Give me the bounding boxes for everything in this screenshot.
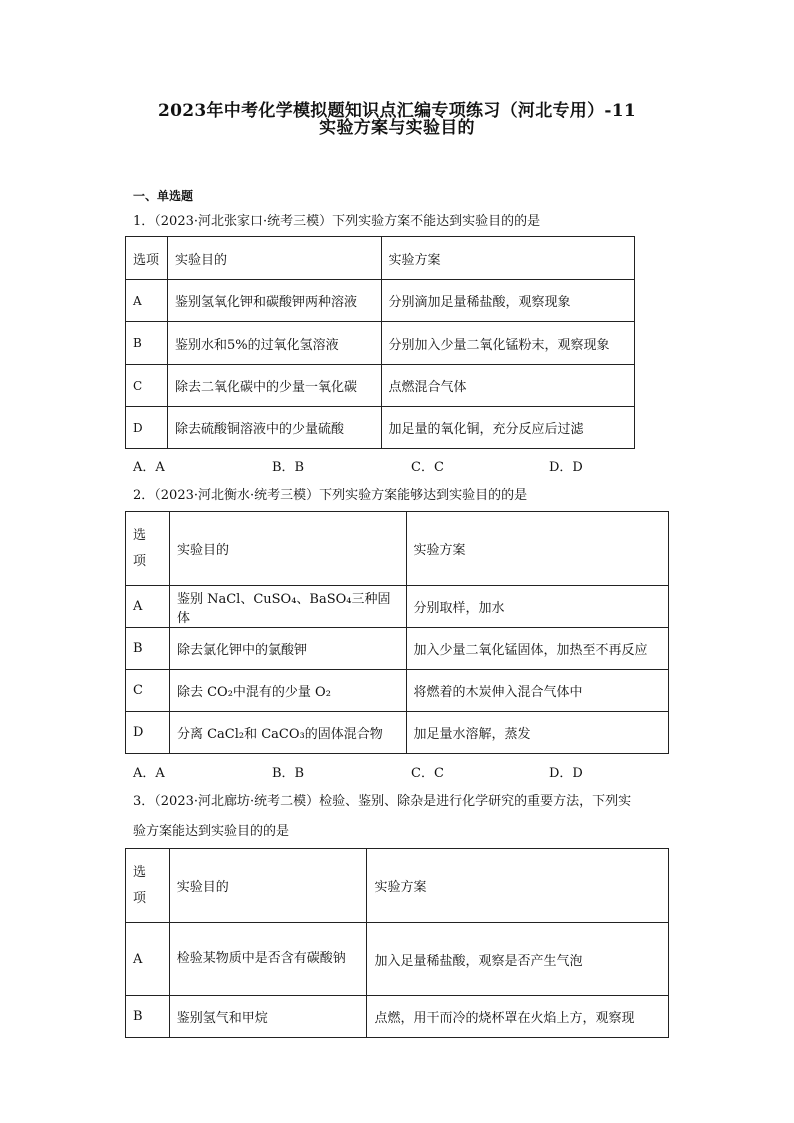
table-row	[126, 586, 669, 628]
doc-title-line1: 2023年中考化学模拟题知识点汇编专项练习（河北专用）-11	[157, 101, 637, 121]
option-cell: B	[126, 996, 170, 1038]
q3-stem-line1: 3．（2023·河北廊坊·统考二模）检验、鉴别、除杂是进行化学研究的重要方法，下列实	[133, 794, 632, 809]
table-row	[126, 407, 635, 449]
option-cell: B	[126, 322, 168, 365]
table-row	[126, 628, 669, 670]
answer-option-b[interactable]: B．B	[272, 460, 305, 475]
header-cell: 选项	[126, 237, 168, 280]
option-cell: A	[126, 586, 170, 628]
option-cell: D	[126, 712, 170, 754]
method-cell: 加足量水溶解，蒸发	[406, 712, 668, 754]
method-cell: 点燃混合气体	[381, 365, 635, 407]
option-cell: C	[126, 365, 168, 407]
purpose-cell	[169, 923, 367, 996]
method-cell: 分别滴加足量稀盐酸，观察现象	[381, 280, 635, 322]
method-cell: 点燃，用干而冷的烧杯罩在火焰上方，观察现	[367, 996, 669, 1038]
table-header-row	[126, 237, 635, 280]
option-cell: A	[126, 280, 168, 322]
method-cell: 分别取样，加水	[406, 586, 668, 628]
answer-option-a[interactable]: A．A	[133, 766, 165, 781]
table-row	[126, 365, 635, 407]
table-row	[126, 996, 669, 1038]
table-row	[126, 923, 669, 996]
purpose-text: 检验某物质中是否含有碳酸钠	[176, 951, 346, 966]
header-cell: 实验方案	[381, 237, 635, 280]
answer-option-c[interactable]: C．C	[411, 460, 444, 475]
header-cell: 实验目的	[169, 512, 406, 586]
header-cell: 实验方案	[367, 849, 669, 923]
section-heading: 一、单选题	[133, 189, 194, 203]
purpose-cell: 除去二氧化碳中的少量一氧化碳	[167, 365, 381, 407]
header-cell: 实验方案	[406, 512, 668, 586]
header-option-label: 选项	[133, 864, 147, 906]
q2-table	[125, 511, 669, 754]
method-cell: 加入足量稀盐酸，观察是否产生气泡	[367, 923, 669, 996]
table-header-row	[126, 849, 669, 923]
table-header-row	[126, 512, 669, 586]
header-cell: 实验目的	[167, 237, 381, 280]
table-row	[126, 670, 669, 712]
answer-option-d[interactable]: D．D	[549, 460, 583, 475]
doc-title-line2: 实验方案与实验目的	[319, 118, 475, 138]
option-cell: A	[126, 923, 170, 996]
method-cell: 加入少量二氧化锰固体，加热至不再反应	[406, 628, 668, 670]
method-cell: 加足量的氧化铜，充分反应后过滤	[381, 407, 635, 449]
header-cell: 实验目的	[169, 849, 367, 923]
option-cell: B	[126, 628, 170, 670]
method-cell: 分别加入少量二氧化锰粉末，观察现象	[381, 322, 635, 365]
option-cell: C	[126, 670, 170, 712]
purpose-cell: 鉴别 NaCl、CuSO₄、BaSO₄三种固体	[169, 586, 406, 628]
q1-stem: 1．（2023·河北张家口·统考三模）下列实验方案不能达到实验目的的是	[133, 214, 541, 229]
purpose-cell: 鉴别氢气和甲烷	[169, 996, 367, 1038]
method-cell: 将燃着的木炭伸入混合气体中	[406, 670, 668, 712]
option-cell: D	[126, 407, 168, 449]
answer-option-d[interactable]: D．D	[549, 766, 583, 781]
table-row	[126, 712, 669, 754]
purpose-cell: 除去氯化钾中的氯酸钾	[169, 628, 406, 670]
answer-option-c[interactable]: C．C	[411, 766, 444, 781]
header-cell	[126, 849, 170, 923]
q3-stem-line2: 验方案能达到实验目的的是	[133, 824, 290, 839]
purpose-cell: 除去硫酸铜溶液中的少量硫酸	[167, 407, 381, 449]
q1-table	[125, 236, 635, 449]
answer-option-b[interactable]: B．B	[272, 766, 305, 781]
table-row	[126, 322, 635, 365]
purpose-cell: 分离 CaCl₂和 CaCO₃的固体混合物	[169, 712, 406, 754]
answer-option-a[interactable]: A．A	[133, 460, 165, 475]
purpose-cell: 鉴别氢氧化钾和碳酸钾两种溶液	[167, 280, 381, 322]
q3-table	[125, 848, 669, 1038]
table-row	[126, 280, 635, 322]
header-cell	[126, 512, 170, 586]
purpose-cell: 除去 CO₂中混有的少量 O₂	[169, 670, 406, 712]
q2-stem: 2．（2023·河北衡水·统考三模）下列实验方案能够达到实验目的的是	[133, 488, 528, 503]
purpose-cell: 鉴别水和5%的过氧化氢溶液	[167, 322, 381, 365]
header-option-label: 选项	[133, 527, 147, 569]
